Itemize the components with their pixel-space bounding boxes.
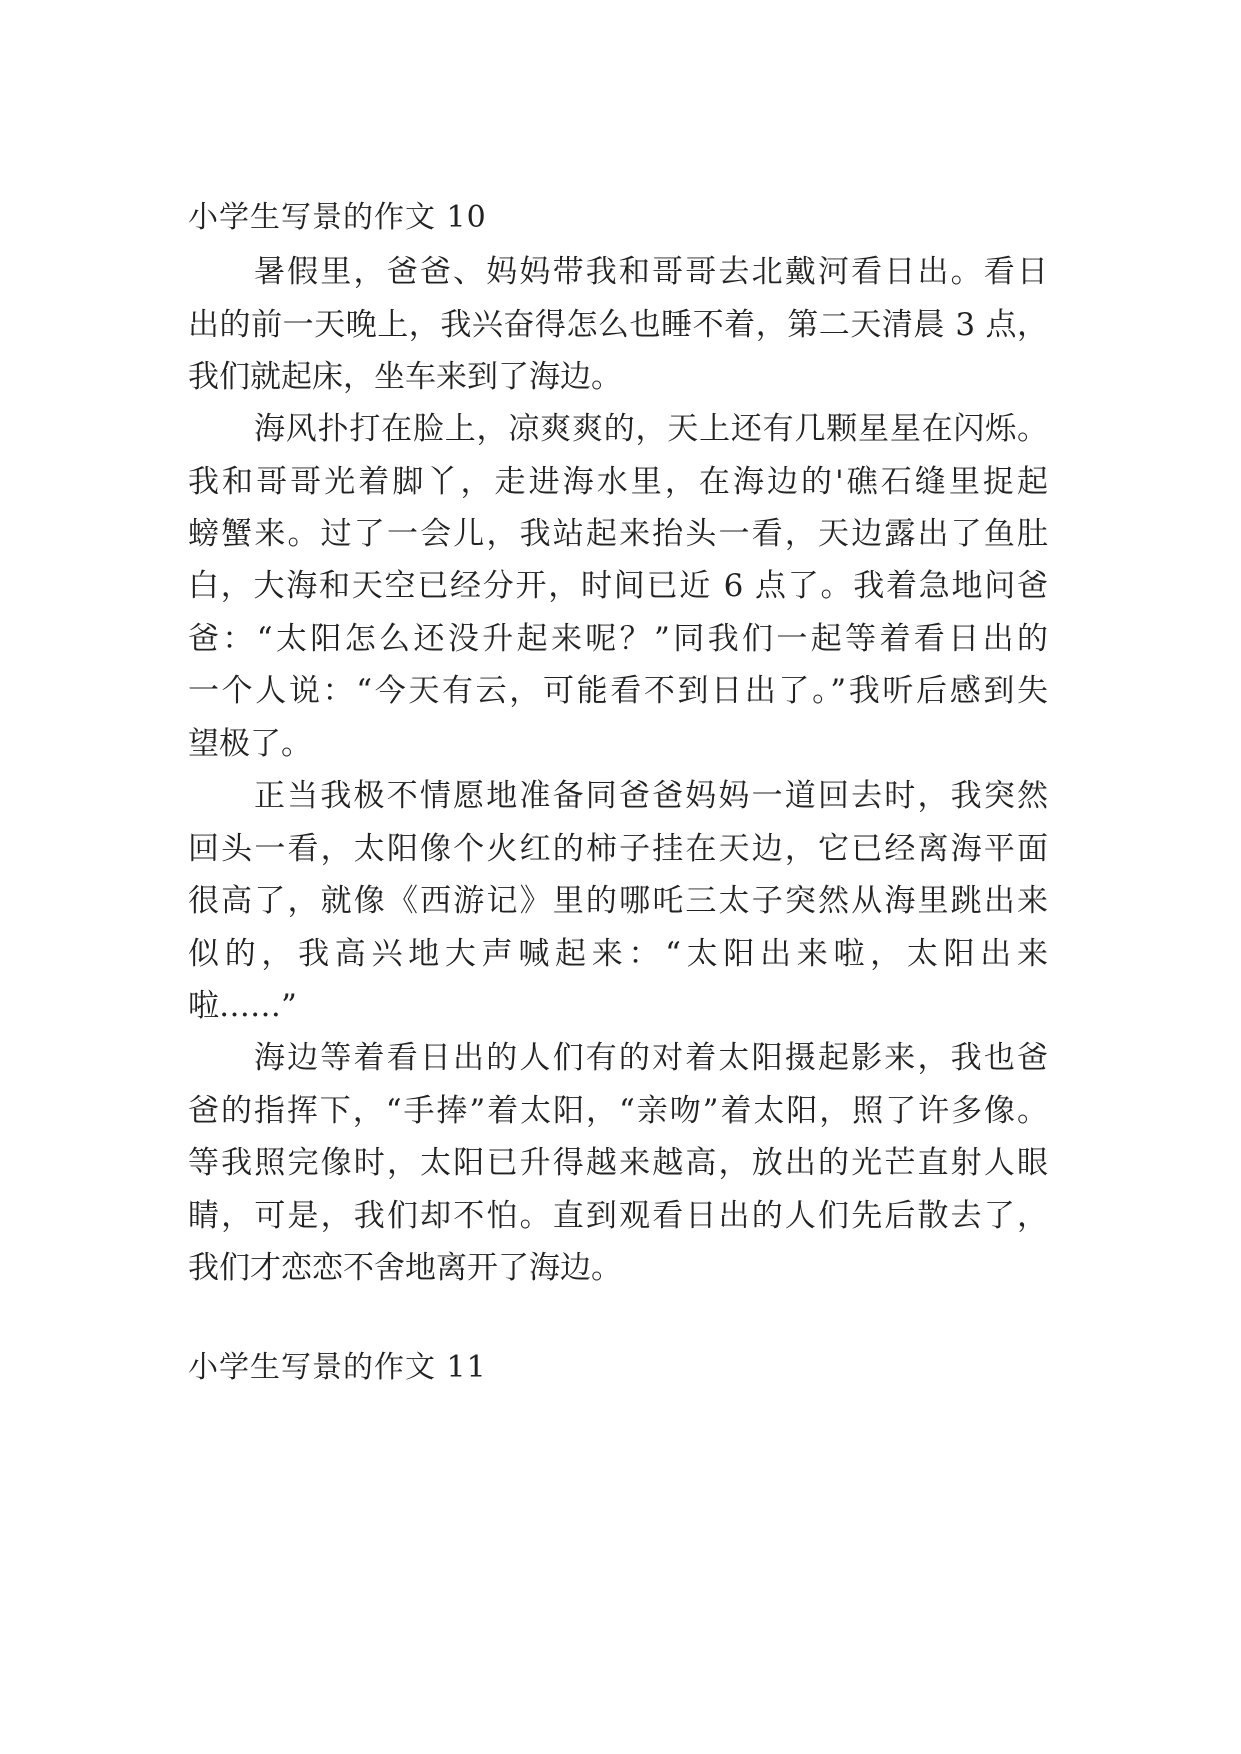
paragraph-line: 出的前一天晚上，我兴奋得怎么也睡不着，第二天清晨 3 点，: [188, 307, 1048, 343]
paragraph-line: 我和哥哥光着脚丫，走进海水里，在海边的'礁石缝里捉起: [188, 464, 1048, 500]
paragraph-line: 我们才恋恋不舍地离开了海边。: [188, 1250, 622, 1286]
paragraph-line: 正当我极不情愿地准备同爸爸妈妈一道回去时，我突然: [254, 778, 1048, 814]
paragraph-line: 等我照完像时，太阳已升得越来越高，放出的光芒直射人眼: [188, 1145, 1048, 1181]
paragraph-line: 爸的指挥下，“手捧”着太阳，“亲吻”着太阳，照了许多像。: [188, 1093, 1048, 1129]
paragraph-line: 螃蟹来。过了一会儿，我站起来抬头一看，天边露出了鱼肚: [188, 516, 1048, 552]
essay-heading-11: 小学生写景的作文 11: [188, 1350, 487, 1385]
paragraph-line: 一个人说：“今天有云，可能看不到日出了。”我听后感到失: [188, 673, 1048, 709]
paragraph-line: 海风扑打在脸上，凉爽爽的，天上还有几颗星星在闪烁。: [254, 411, 1048, 447]
paragraph-line: 望极了。: [188, 726, 312, 762]
paragraph-line: 白，大海和天空已经分开，时间已近 6 点了。我着急地问爸: [188, 568, 1048, 604]
paragraph-line: 似的，我高兴地大声喊起来：“太阳出来啦，太阳出来: [188, 936, 1048, 972]
paragraph-line: 我们就起床，坐车来到了海边。: [188, 359, 622, 395]
paragraph-line: 回头一看，太阳像个火红的柿子挂在天边，它已经离海平面: [188, 831, 1048, 867]
paragraph-line: 海边等着看日出的人们有的对着太阳摄起影来，我也爸: [254, 1040, 1048, 1076]
paragraph-line: 暑假里，爸爸、妈妈带我和哥哥去北戴河看日出。看日: [254, 254, 1048, 290]
paragraph-line: 啦……”: [188, 988, 297, 1024]
paragraph-line: 很高了，就像《西游记》里的哪吒三太子突然从海里跳出来: [188, 883, 1048, 919]
essay-heading-10: 小学生写景的作文 10: [188, 200, 487, 235]
paragraph-line: 爸：“太阳怎么还没升起来呢？”同我们一起等着看日出的: [188, 621, 1048, 657]
paragraph-line: 睛，可是，我们却不怕。直到观看日出的人们先后散去了，: [188, 1198, 1048, 1234]
